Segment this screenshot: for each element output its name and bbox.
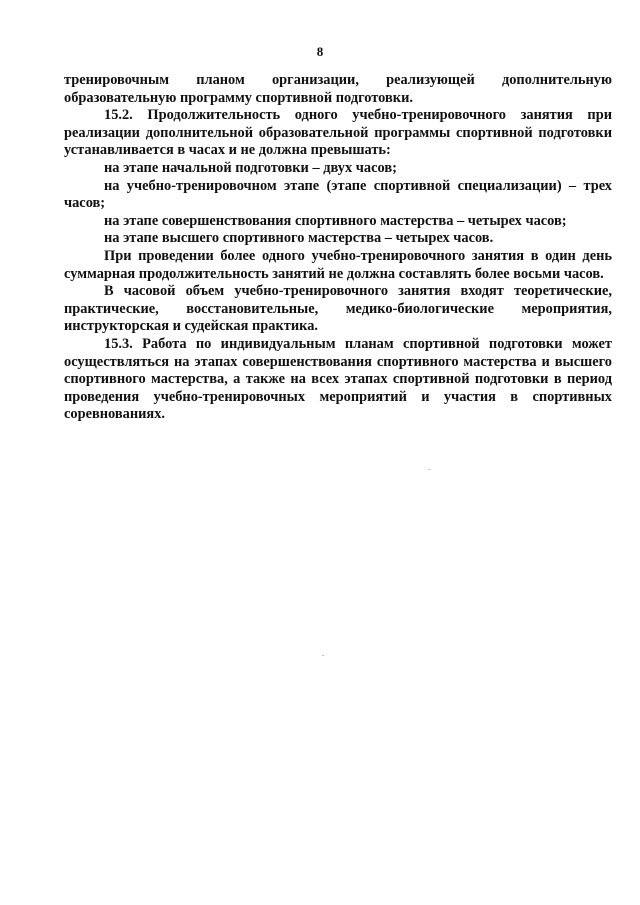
paragraph-highest-stage: на этапе высшего спортивного мастерства – четырех часов. [104,230,494,247]
paragraph-15-3: 15.3. Работа по индивидуальным планам спортивной подготовки может осуществляться на этапах совершенствования спортивного мастерства и высшего спортивного мастерства, а также на всех этапах спортивной подготовки в период проведения учебно-тренировочных мероприятий и участия в спортивных соревнованиях. [64,335,612,423]
paragraph-15-2: 15.2. Продолжительность одного учебно-тренировочного занятия при реализации дополнительной образовательной программы спортивной подготовки устанавливается в часах и не должна превышать: [64,107,612,159]
page-number: 8 [316,44,324,59]
paragraph-initial-stage: на этапе начальной подготовки – двух часов; [104,159,397,176]
scan-speck [428,469,430,470]
paragraph-training-stage: на учебно-тренировочном этапе (этапе спортивной специализации) – трех часов; [64,177,612,212]
paragraph-continuation: тренировочным планом организации, реализующей дополнительную образовательную программу спортивной подготовки. [64,72,612,106]
document-body [64,72,612,424]
paragraph-hourly-volume: В часовой объем учебно-тренировочного занятия входят теоретические, практические, восстановительные, медико-биологические мероприятия, инструкторская и судейская практика. [64,283,612,335]
paragraph-multiple-sessions: При проведении более одного учебно-тренировочного занятия в один день суммарная продолжительность занятий не должна составлять более восьми часов. [64,247,612,282]
scan-speck [322,655,324,656]
paragraph-improvement-stage: на этапе совершенствования спортивного мастерства – четырех часов; [104,212,567,229]
